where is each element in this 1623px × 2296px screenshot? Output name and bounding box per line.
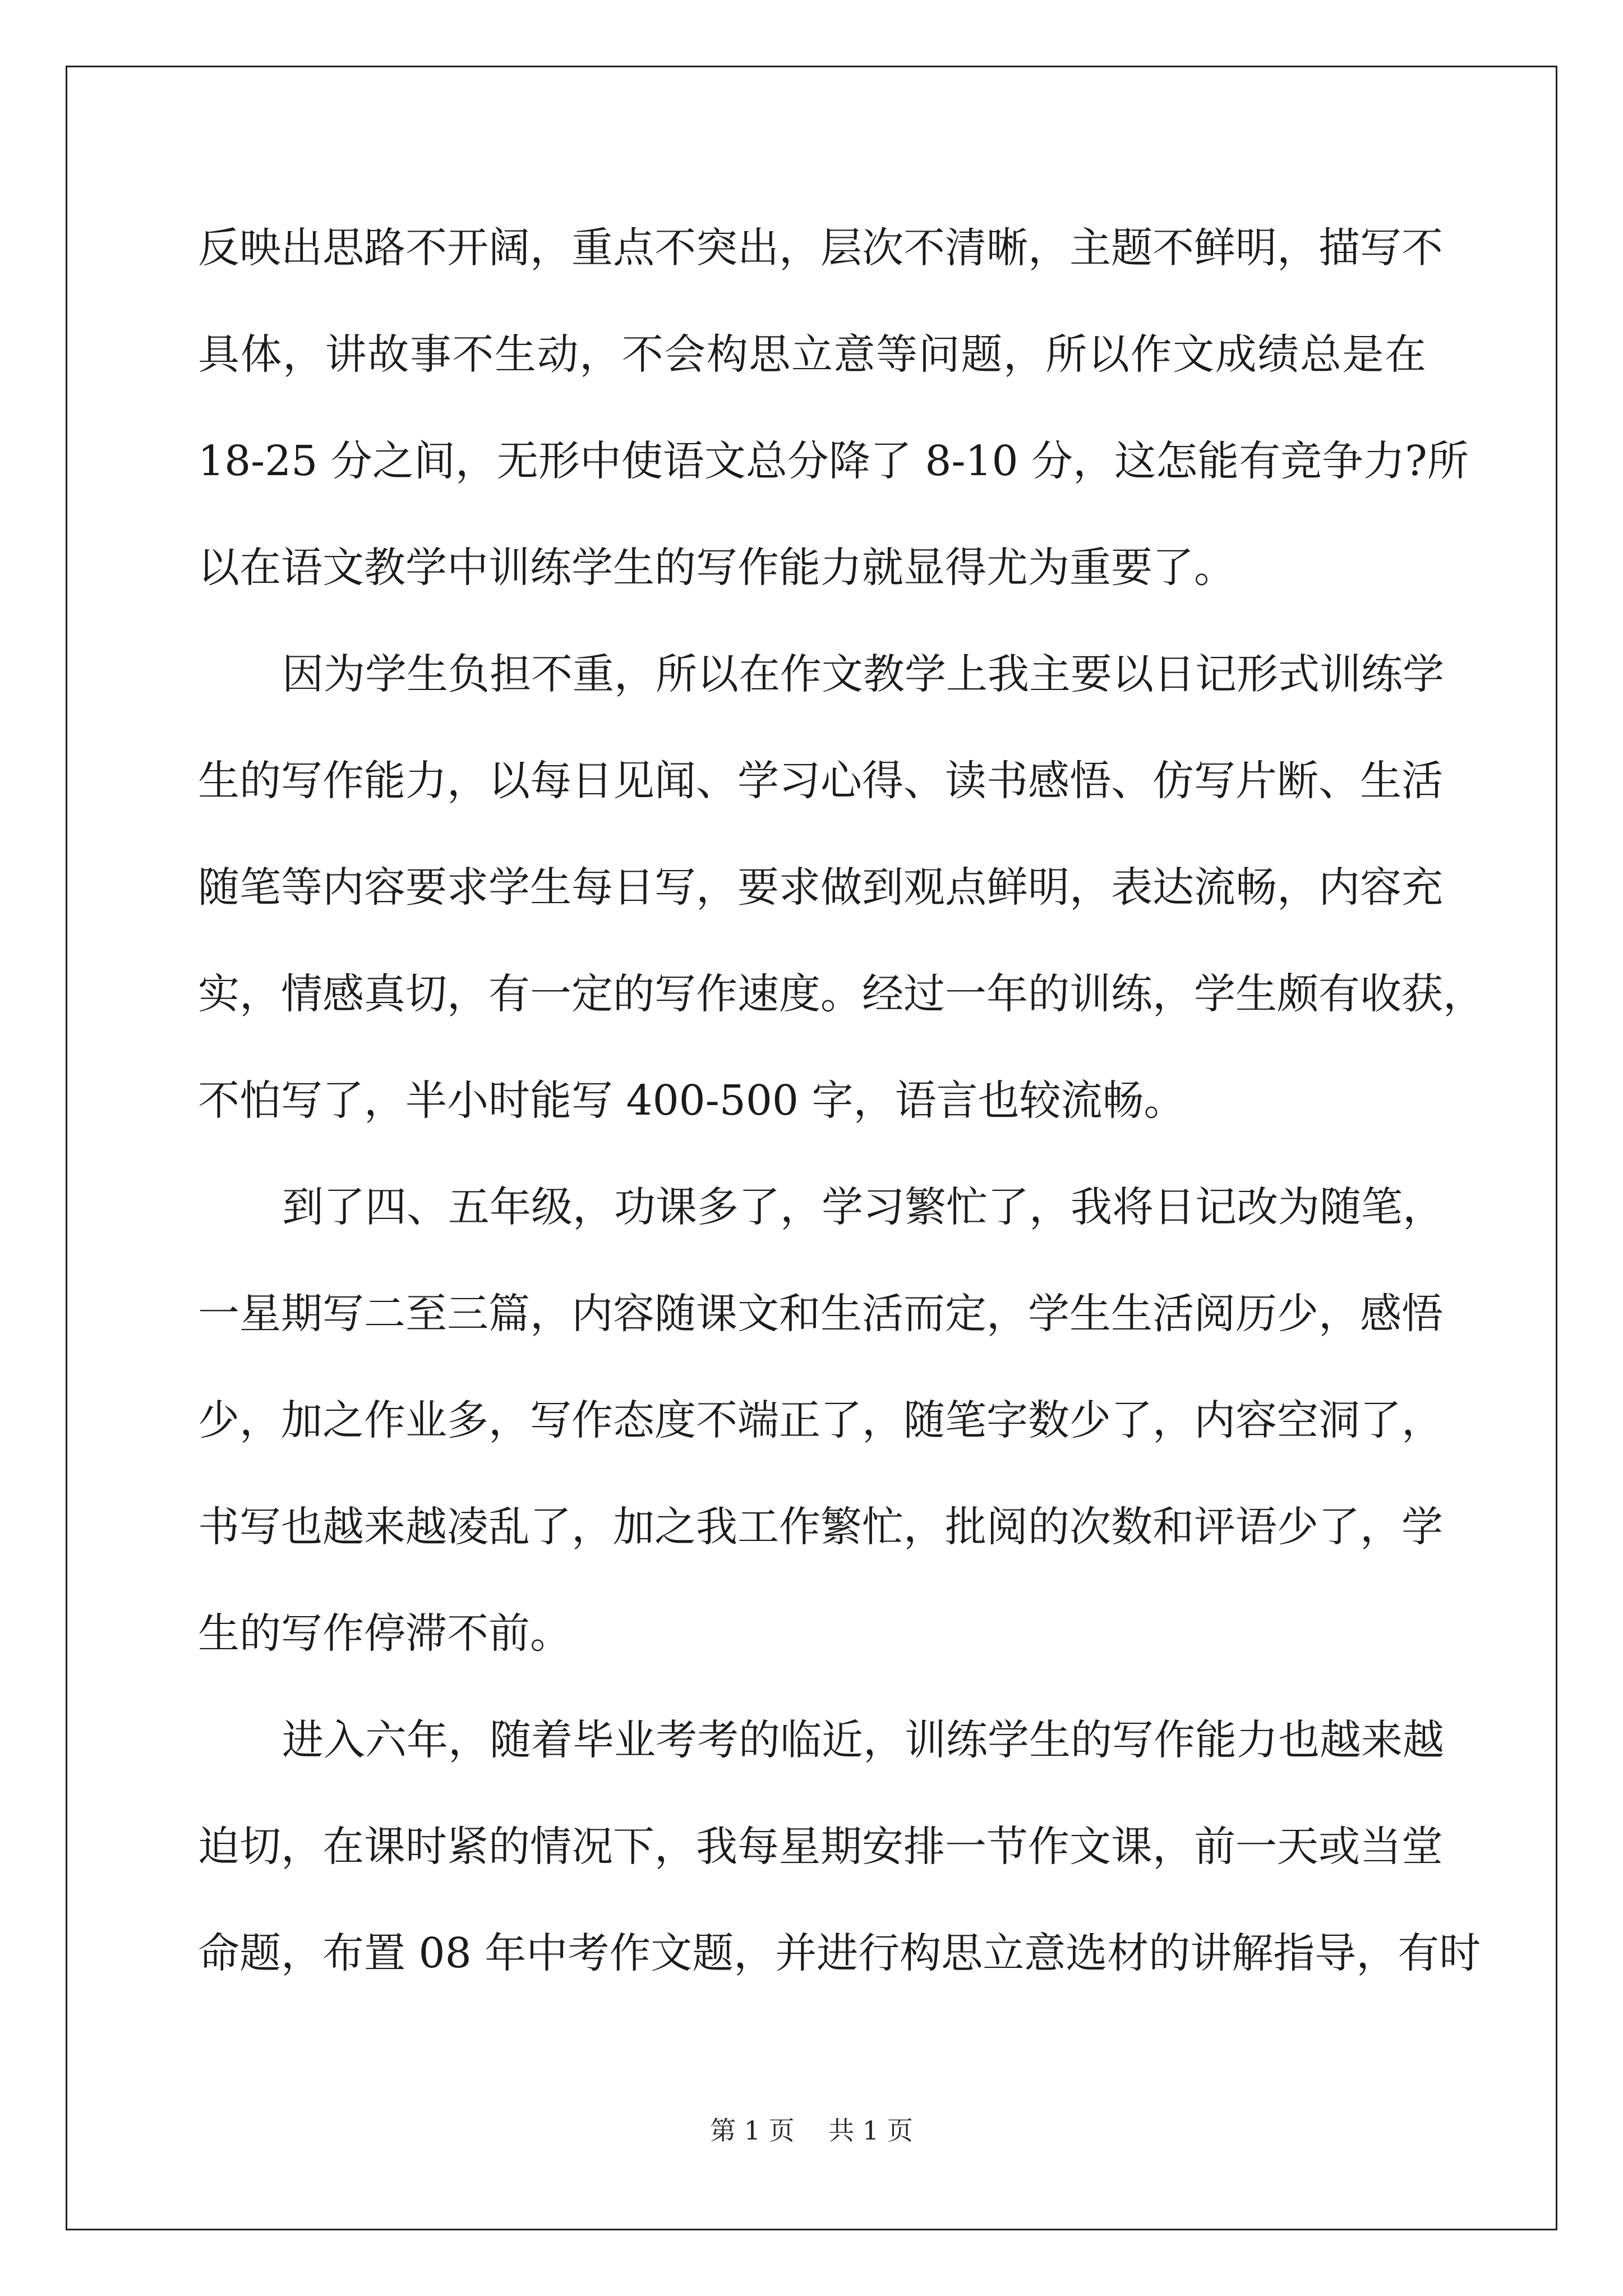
text-line: 反映出思路不开阔，重点不突出，层次不清晰，主题不鲜明，描写不 [198, 224, 1443, 272]
text-line: 生的写作停滞不前。 [198, 1609, 571, 1658]
page-number-footer: 第 1 页 共 1 页 [710, 2115, 913, 2146]
page-border [66, 66, 1557, 2230]
text-line: 生的写作能力，以每日见闻、学习心得、读书感悟、仿写片断、生活 [198, 757, 1443, 805]
text-line: 以在语文教学中训练学生的写作能力就显得尤为重要了。 [198, 544, 1235, 592]
text-line: 进入六年，随着毕业考考的临近，训练学生的写作能力也越来越 [282, 1716, 1444, 1764]
text-line: 迫切，在课时紧的情况下，我每星期安排一节作文课，前一天或当堂 [198, 1823, 1443, 1871]
text-line: 到了四、五年级，功课多了，学习繁忙了，我将日记改为随笔， [282, 1183, 1444, 1231]
text-line: 18-25 分之间，无形中使语文总分降了 8-10 分，这怎能有竞争力?所 [198, 437, 1469, 485]
text-line: 命题，布置 08 年中考作文题，并进行构思立意选材的讲解指导，有时 [198, 1929, 1481, 1977]
text-line: 随笔等内容要求学生每日写，要求做到观点鲜明，表达流畅，内容充 [198, 863, 1443, 912]
text-line: 具体，讲故事不生动，不会构思立意等问题，所以作文成绩总是在 [198, 330, 1426, 379]
text-line: 实，情感真切，有一定的写作速度。经过一年的训练，学生颇有收获， [198, 970, 1484, 1018]
text-line: 少，加之作业多，写作态度不端正了，随笔字数少了，内容空洞了， [198, 1396, 1443, 1444]
text-line: 一星期写二至三篇，内容随课文和生活而定，学生生活阅历少，感悟 [198, 1290, 1443, 1338]
text-line: 不怕写了，半小时能写 400-500 字，语言也较流畅。 [198, 1076, 1186, 1125]
text-line: 因为学生负担不重，所以在作文教学上我主要以日记形式训练学 [282, 650, 1444, 698]
text-line: 书写也越来越凌乱了，加之我工作繁忙，批阅的次数和评语少了，学 [198, 1503, 1443, 1551]
